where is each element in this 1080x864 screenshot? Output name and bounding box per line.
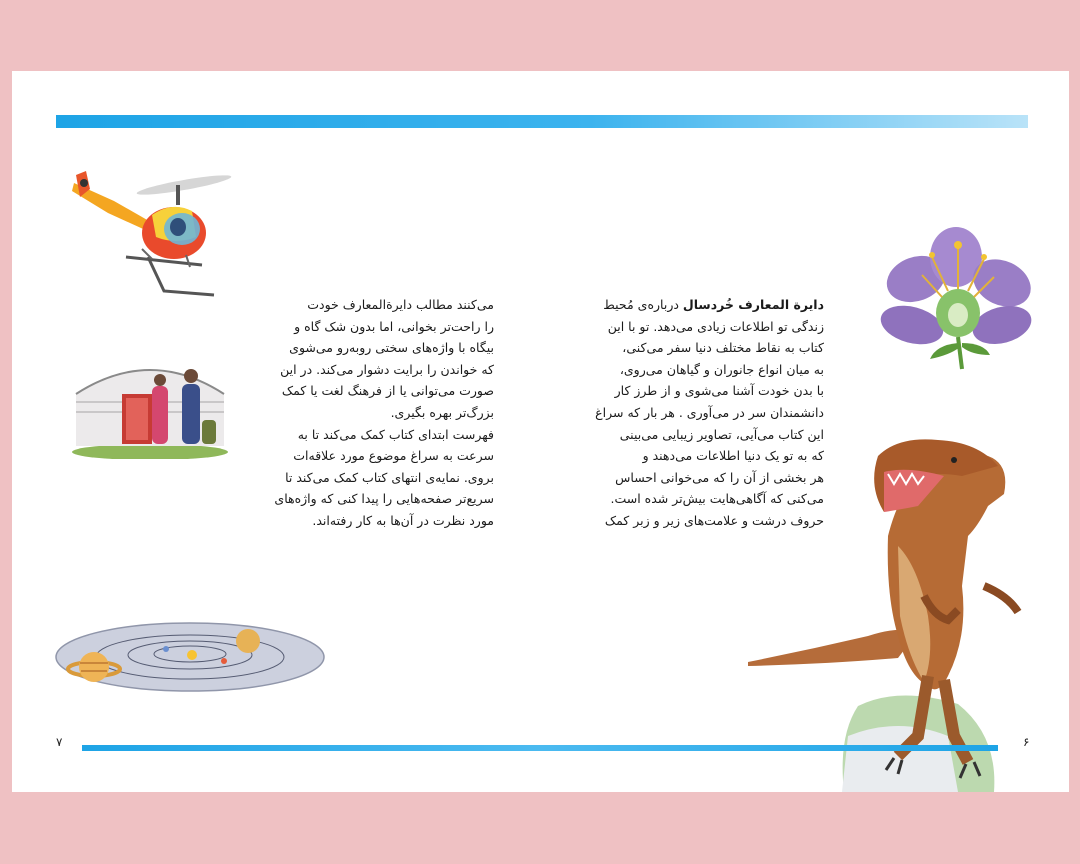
right-text-line: کتاب به نقاط مختلف دنیا سفر می‌کنی، — [622, 340, 824, 356]
first-line-rest: درباره‌ی مُحیط — [603, 297, 683, 312]
left-text-line: را راحت‌تر بخوانی، اما بدون شک گاه و — [294, 318, 494, 334]
bottom-blue-bar — [82, 745, 998, 751]
right-text-first-line — [572, 294, 824, 316]
left-text-line: بزرگ‌تر بهره بگیری. — [390, 404, 494, 420]
left-text-line: صورت می‌توانی یا از فرهنگ لغت یا کمک — [281, 383, 494, 399]
left-text-line: سریع‌تر صفحه‌هایی را پیدا کنی که واژه‌های — [274, 491, 494, 507]
left-text-line: که خواندن را برایت دشوار می‌کند. در این — [280, 361, 494, 377]
book-title-bold: دایرة المعارف خُردسال — [682, 297, 824, 312]
left-text-line: بروی. نمایه‌ی انتهای کتاب کمک می‌کند تا — [285, 469, 494, 485]
left-text-line: فهرست ابتدای کتاب کمک می‌کند تا به — [297, 426, 494, 442]
right-text-line: هر بخشی از آن را که می‌خوانی احساس — [615, 469, 824, 485]
flower-illustration — [872, 227, 1040, 373]
left-text-line: سرعت به سراغ موضوع مورد علاقه‌ات — [293, 448, 494, 464]
right-text-line: این کتاب می‌آیی، تصاویر زیبایی می‌بینی — [619, 426, 824, 442]
dinosaur-illustration — [748, 436, 1048, 792]
right-text-line: که به تو یک دنیا اطلاعات می‌دهند و — [642, 448, 824, 464]
right-page-number: ۶ — [1023, 735, 1030, 749]
right-text-line: می‌کنی که آگاهی‌هایت بیش‌تر شده است. — [610, 491, 824, 507]
left-text-line: می‌کنند مطالب دایرةالمعارف خودت — [307, 297, 494, 312]
left-text-line: بیگاه با واژه‌های سختی روبه‌رو می‌شوی — [289, 340, 494, 356]
helicopter-illustration — [64, 167, 234, 299]
left-text-line: مورد نظرت در آن‌ها به کار رفته‌اند. — [312, 512, 494, 528]
right-text-line: حروف درشت و علامت‌های زیر و زبر کمک — [604, 512, 824, 528]
top-blue-bar — [56, 115, 1028, 128]
right-text-line: دانشمندان سر در می‌آوری . هر بار که سراغ — [595, 404, 824, 420]
right-text-line: به میان انواع جانوران و گیاهان می‌روی، — [619, 361, 824, 377]
right-text-line: با بدن خودت آشنا می‌شوی و از طرز کار — [614, 383, 824, 399]
left-page-number: ۷ — [56, 735, 63, 749]
solar-system-illustration — [54, 611, 326, 701]
book-spread — [12, 71, 1069, 792]
left-page-text — [242, 294, 494, 532]
yurt-family-illustration — [70, 354, 230, 459]
right-text-line: زندگی تو اطلاعات زیادی می‌دهد. تو با این — [607, 318, 824, 334]
